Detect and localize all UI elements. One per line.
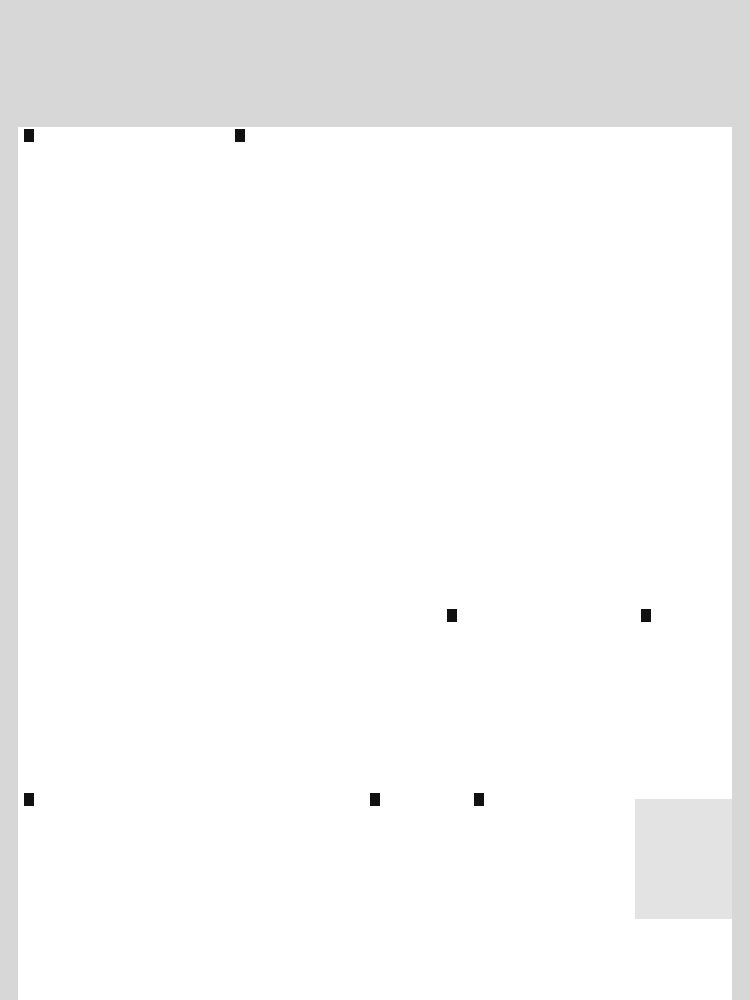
category-swimwear: [474, 793, 484, 806]
difficulty-legend: [635, 799, 732, 919]
catalog-sheet: [18, 127, 732, 1000]
category-jackets: [24, 129, 34, 142]
category-trousers: [24, 793, 34, 806]
category-blouses: [447, 609, 457, 622]
category-dresses: [235, 129, 245, 142]
category-shirt-polo: [370, 793, 380, 806]
category-skirt: [641, 609, 651, 622]
